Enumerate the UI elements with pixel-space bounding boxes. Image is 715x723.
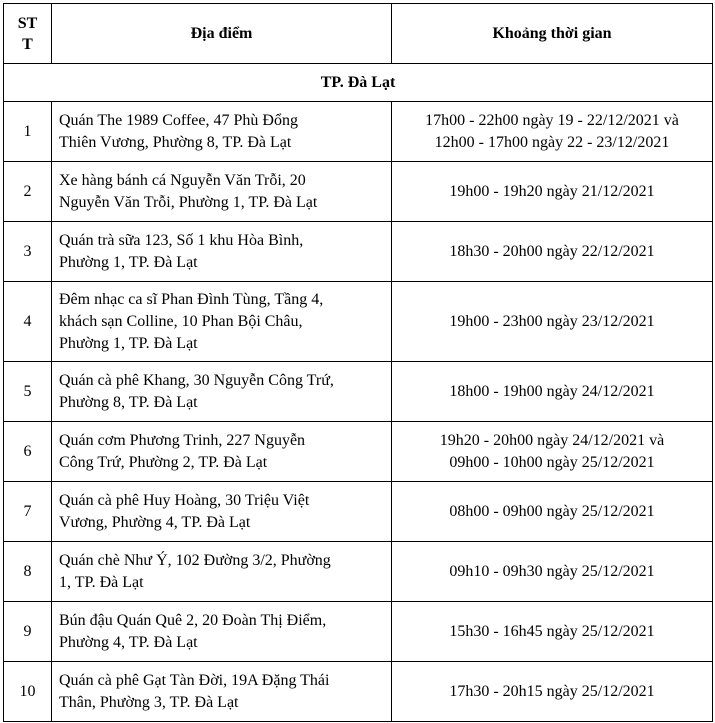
place-line: Xe hàng bánh cá Nguyễn Văn Trỗi, 20 [59, 171, 306, 189]
table-row [4, 602, 713, 662]
table-row [4, 482, 713, 542]
place-line: Đêm nhạc ca sĩ Phan Đình Tùng, Tầng 4, [59, 290, 324, 308]
cell-stt: 3 [4, 222, 52, 282]
table-row [4, 222, 713, 282]
time-line: 08h00 - 09h00 ngày 25/12/2021 [449, 502, 655, 520]
table-row [4, 362, 713, 422]
place-line: Nguyễn Văn Trỗi, Phường 1, TP. Đà Lạt [59, 193, 318, 211]
group-row [4, 64, 713, 102]
cell-place [52, 162, 392, 222]
header-stt [4, 4, 52, 64]
place-line: Quán cà phê Huy Hoàng, 30 Triệu Việt [59, 491, 310, 509]
header-place: Địa điểm [52, 4, 392, 64]
cell-time [392, 102, 713, 162]
time-line: 15h30 - 16h45 ngày 25/12/2021 [449, 622, 655, 640]
cell-place [52, 222, 392, 282]
table-row [4, 542, 713, 602]
cell-time [392, 362, 713, 422]
cell-stt: 2 [4, 162, 52, 222]
time-line: 19h20 - 20h00 ngày 24/12/2021 và [439, 431, 665, 449]
table-row [4, 102, 713, 162]
time-line: 17h30 - 20h15 ngày 25/12/2021 [449, 682, 655, 700]
place-line: Thiên Vương, Phường 8, TP. Đà Lạt [59, 133, 292, 151]
table-row [4, 282, 713, 362]
time-line: 18h30 - 20h00 ngày 22/12/2021 [449, 242, 655, 260]
cell-stt: 6 [4, 422, 52, 482]
header-row [4, 4, 713, 64]
cell-place [52, 362, 392, 422]
header-stt-line2: T [22, 35, 33, 53]
place-line: Phường 4, TP. Đà Lạt [59, 633, 198, 651]
time-line: 09h10 - 09h30 ngày 25/12/2021 [449, 562, 655, 580]
cell-stt: 7 [4, 482, 52, 542]
cell-stt: 10 [4, 662, 52, 722]
cell-stt: 9 [4, 602, 52, 662]
place-line: Quán trà sữa 123, Số 1 khu Hòa Bình, [59, 231, 304, 249]
time-line: 19h00 - 23h00 ngày 23/12/2021 [449, 312, 655, 330]
cell-time [392, 282, 713, 362]
cell-place [52, 102, 392, 162]
place-line: Phường 1, TP. Đà Lạt [59, 253, 198, 271]
cell-place [52, 282, 392, 362]
place-line: khách sạn Colline, 10 Phan Bội Châu, [59, 312, 303, 330]
cell-time [392, 542, 713, 602]
place-line: Thân, Phường 3, TP. Đà Lạt [59, 693, 239, 711]
cell-time [392, 482, 713, 542]
place-line: Quán The 1989 Coffee, 47 Phù Đổng [59, 111, 298, 129]
cell-stt: 8 [4, 542, 52, 602]
header-stt-line1: ST [17, 14, 38, 32]
cell-place [52, 662, 392, 722]
cell-place [52, 422, 392, 482]
table-row [4, 162, 713, 222]
cell-place [52, 542, 392, 602]
place-line: Công Trứ, Phường 2, TP. Đà Lạt [59, 453, 268, 471]
place-line: 1, TP. Đà Lạt [59, 573, 144, 591]
place-line: Quán chè Như Ý, 102 Đường 3/2, Phường [59, 551, 331, 569]
time-line: 12h00 - 17h00 ngày 22 - 23/12/2021 [434, 133, 670, 151]
table-row [4, 422, 713, 482]
time-line: 19h00 - 19h20 ngày 21/12/2021 [449, 182, 655, 200]
place-line: Vương, Phường 4, TP. Đà Lạt [59, 513, 251, 531]
place-line: Phường 1, TP. Đà Lạt [59, 334, 198, 352]
cell-time [392, 162, 713, 222]
cell-stt: 1 [4, 102, 52, 162]
group-title: TP. Đà Lạt [4, 64, 713, 102]
place-line: Quán cà phê Gạt Tàn Đời, 19A Đặng Thái [59, 671, 330, 689]
cell-stt: 4 [4, 282, 52, 362]
place-line: Bún đậu Quán Quê 2, 20 Đoàn Thị Điểm, [59, 611, 327, 629]
cell-time [392, 422, 713, 482]
place-line: Quán cà phê Khang, 30 Nguyễn Công Trứ, [59, 371, 334, 389]
cell-time [392, 602, 713, 662]
time-line: 09h00 - 10h00 ngày 25/12/2021 [449, 453, 655, 471]
cell-time [392, 222, 713, 282]
place-line: Phường 8, TP. Đà Lạt [59, 393, 198, 411]
header-time: Khoảng thời gian [392, 4, 713, 64]
cell-place [52, 602, 392, 662]
table-row [4, 662, 713, 722]
time-line: 17h00 - 22h00 ngày 19 - 22/12/2021 và [425, 111, 679, 129]
cell-stt: 5 [4, 362, 52, 422]
locations-table [3, 3, 713, 722]
cell-place [52, 482, 392, 542]
cell-time [392, 662, 713, 722]
place-line: Quán cơm Phương Trinh, 227 Nguyễn [59, 431, 306, 449]
time-line: 18h00 - 19h00 ngày 24/12/2021 [449, 382, 655, 400]
